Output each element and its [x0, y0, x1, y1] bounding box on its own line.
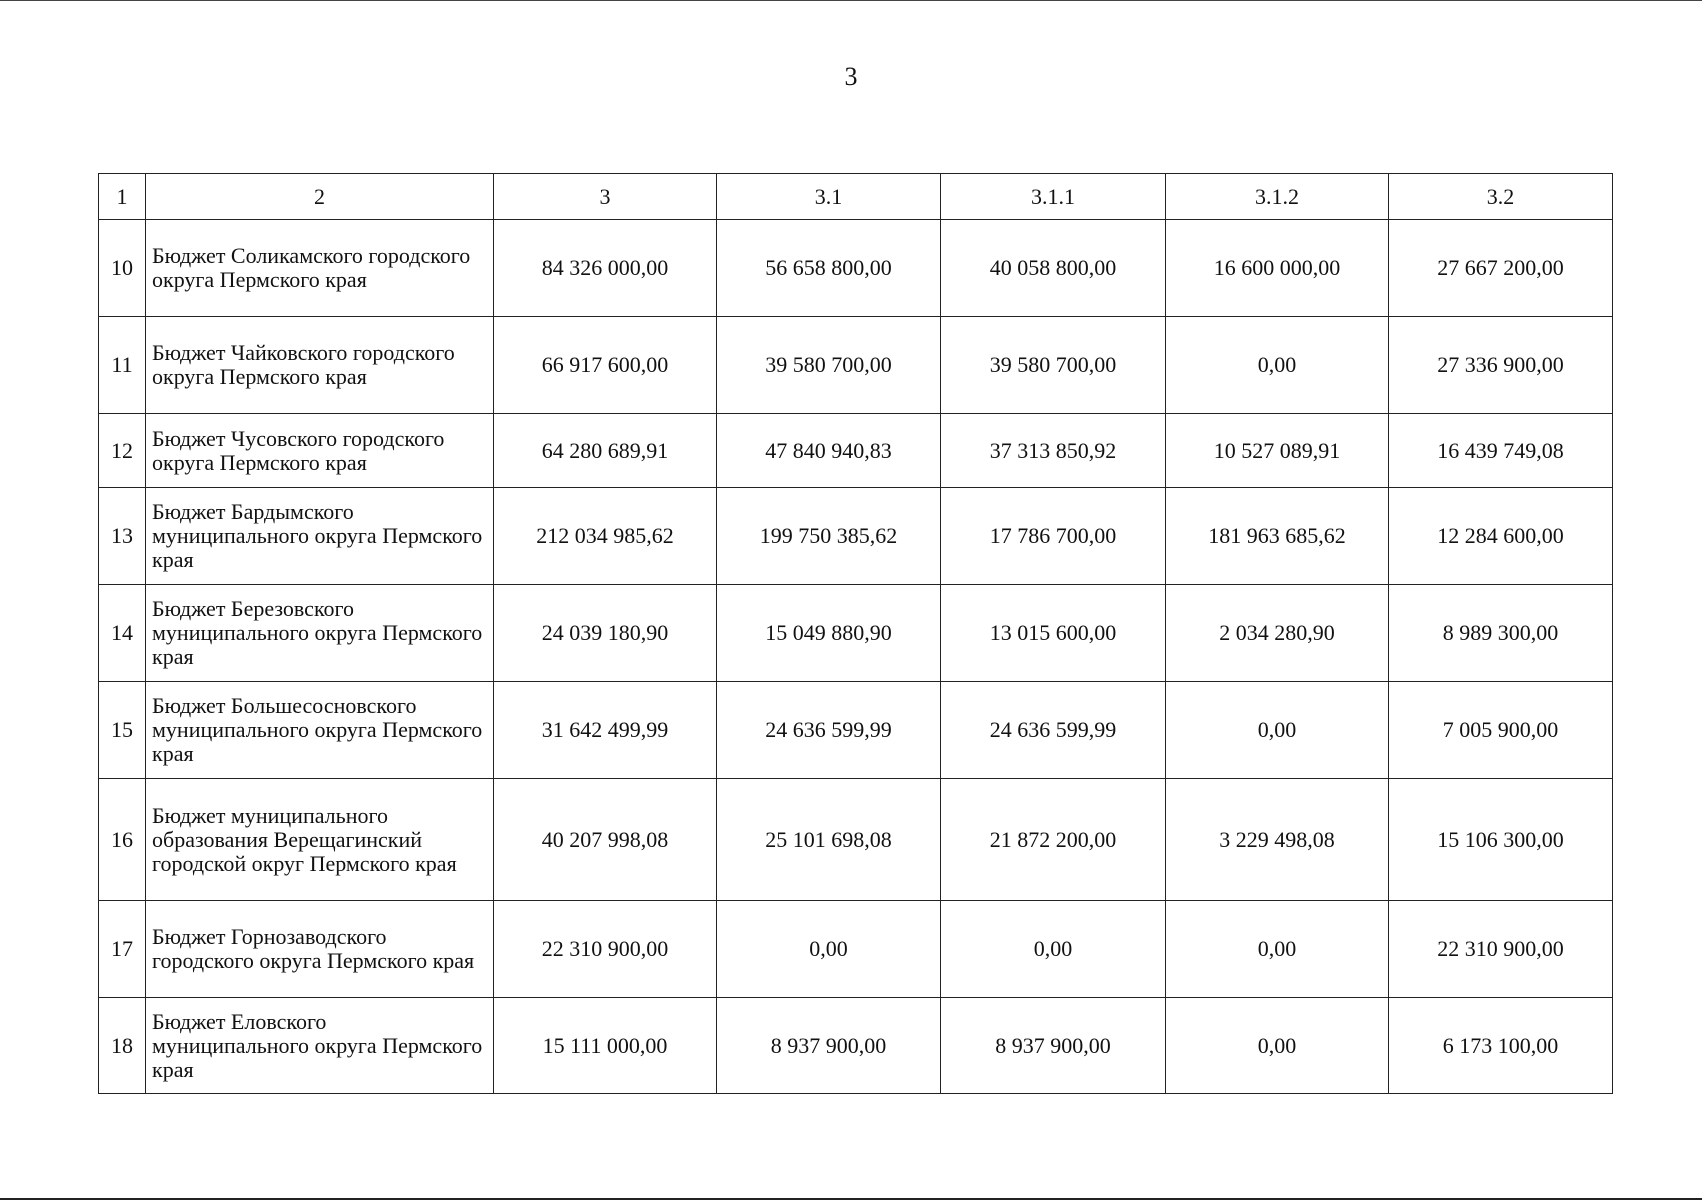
- amount-3-2: 8 989 300,00: [1389, 585, 1613, 682]
- amount-3-1-2: 0,00: [1166, 901, 1389, 998]
- amount-3-2: 27 667 200,00: [1389, 220, 1613, 317]
- amount-3-1-2: 3 229 498,08: [1166, 779, 1389, 901]
- budget-name: Бюджет Чусовского городского округа Пермского края: [146, 414, 494, 488]
- amount-3-1: 24 636 599,99: [717, 682, 941, 779]
- amount-3-1-1: 37 313 850,92: [941, 414, 1166, 488]
- amount-total: 212 034 985,62: [494, 488, 717, 585]
- amount-3-1-1: 8 937 900,00: [941, 998, 1166, 1094]
- amount-3-2: 22 310 900,00: [1389, 901, 1613, 998]
- scan-top-edge: [0, 0, 1702, 1]
- amount-3-1: 47 840 940,83: [717, 414, 941, 488]
- amount-3-2: 16 439 749,08: [1389, 414, 1613, 488]
- page-number: 3: [844, 62, 858, 91]
- header-cell: 3.1: [717, 174, 941, 220]
- amount-3-1-1: 39 580 700,00: [941, 317, 1166, 414]
- amount-3-2: 27 336 900,00: [1389, 317, 1613, 414]
- amount-3-1: 56 658 800,00: [717, 220, 941, 317]
- row-number: 12: [99, 414, 146, 488]
- amount-3-2: 7 005 900,00: [1389, 682, 1613, 779]
- header-cell: 1: [99, 174, 146, 220]
- table-row: [99, 998, 1613, 1094]
- amount-total: 15 111 000,00: [494, 998, 717, 1094]
- amount-3-2: 12 284 600,00: [1389, 488, 1613, 585]
- amount-3-1-1: 40 058 800,00: [941, 220, 1166, 317]
- amount-total: 31 642 499,99: [494, 682, 717, 779]
- table-header-row: [99, 174, 1613, 220]
- header-cell: 3.1.1: [941, 174, 1166, 220]
- row-number: 10: [99, 220, 146, 317]
- budget-name: Бюджет Чайковского городского округа Пермского края: [146, 317, 494, 414]
- amount-total: 84 326 000,00: [494, 220, 717, 317]
- amount-3-1-2: 10 527 089,91: [1166, 414, 1389, 488]
- budget-name: Бюджет Большесосновского муниципального округа Пермского края: [146, 682, 494, 779]
- amount-3-1-2: 16 600 000,00: [1166, 220, 1389, 317]
- table-row: [99, 682, 1613, 779]
- header-cell: 2: [146, 174, 494, 220]
- row-number: 11: [99, 317, 146, 414]
- amount-total: 66 917 600,00: [494, 317, 717, 414]
- row-number: 18: [99, 998, 146, 1094]
- amount-3-1-1: 0,00: [941, 901, 1166, 998]
- budget-name: Бюджет муниципального образования Верещагинский городской округ Пермского края: [146, 779, 494, 901]
- amount-3-1: 8 937 900,00: [717, 998, 941, 1094]
- header-cell: 3.1.2: [1166, 174, 1389, 220]
- budget-name: Бюджет Березовского муниципального округа Пермского края: [146, 585, 494, 682]
- amount-total: 22 310 900,00: [494, 901, 717, 998]
- amount-3-1-1: 21 872 200,00: [941, 779, 1166, 901]
- amount-total: 24 039 180,90: [494, 585, 717, 682]
- table-row: [99, 414, 1613, 488]
- row-number: 13: [99, 488, 146, 585]
- budget-name: Бюджет Бардымского муниципального округа Пермского края: [146, 488, 494, 585]
- table-row: [99, 901, 1613, 998]
- amount-3-1: 199 750 385,62: [717, 488, 941, 585]
- amount-3-2: 15 106 300,00: [1389, 779, 1613, 901]
- amount-3-1-2: 0,00: [1166, 317, 1389, 414]
- amount-3-1-1: 17 786 700,00: [941, 488, 1166, 585]
- table-row: [99, 317, 1613, 414]
- amount-3-1-2: 0,00: [1166, 998, 1389, 1094]
- budget-name: Бюджет Горнозаводского городского округа Пермского края: [146, 901, 494, 998]
- amount-3-1-1: 13 015 600,00: [941, 585, 1166, 682]
- budget-name: Бюджет Еловского муниципального округа Пермского края: [146, 998, 494, 1094]
- amount-3-1: 25 101 698,08: [717, 779, 941, 901]
- row-number: 17: [99, 901, 146, 998]
- header-cell: 3.2: [1389, 174, 1613, 220]
- amount-3-2: 6 173 100,00: [1389, 998, 1613, 1094]
- row-number: 14: [99, 585, 146, 682]
- amount-3-1-2: 0,00: [1166, 682, 1389, 779]
- amount-3-1: 15 049 880,90: [717, 585, 941, 682]
- budget-name: Бюджет Соликамского городского округа Пермского края: [146, 220, 494, 317]
- table-row: [99, 220, 1613, 317]
- amount-total: 40 207 998,08: [494, 779, 717, 901]
- amount-3-1: 39 580 700,00: [717, 317, 941, 414]
- budget-table: [98, 173, 1613, 1094]
- amount-3-1-2: 181 963 685,62: [1166, 488, 1389, 585]
- amount-3-1-1: 24 636 599,99: [941, 682, 1166, 779]
- row-number: 15: [99, 682, 146, 779]
- table-row: [99, 779, 1613, 901]
- header-cell: 3: [494, 174, 717, 220]
- amount-3-1-2: 2 034 280,90: [1166, 585, 1389, 682]
- row-number: 16: [99, 779, 146, 901]
- amount-3-1: 0,00: [717, 901, 941, 998]
- table-row: [99, 488, 1613, 585]
- table-row: [99, 585, 1613, 682]
- amount-total: 64 280 689,91: [494, 414, 717, 488]
